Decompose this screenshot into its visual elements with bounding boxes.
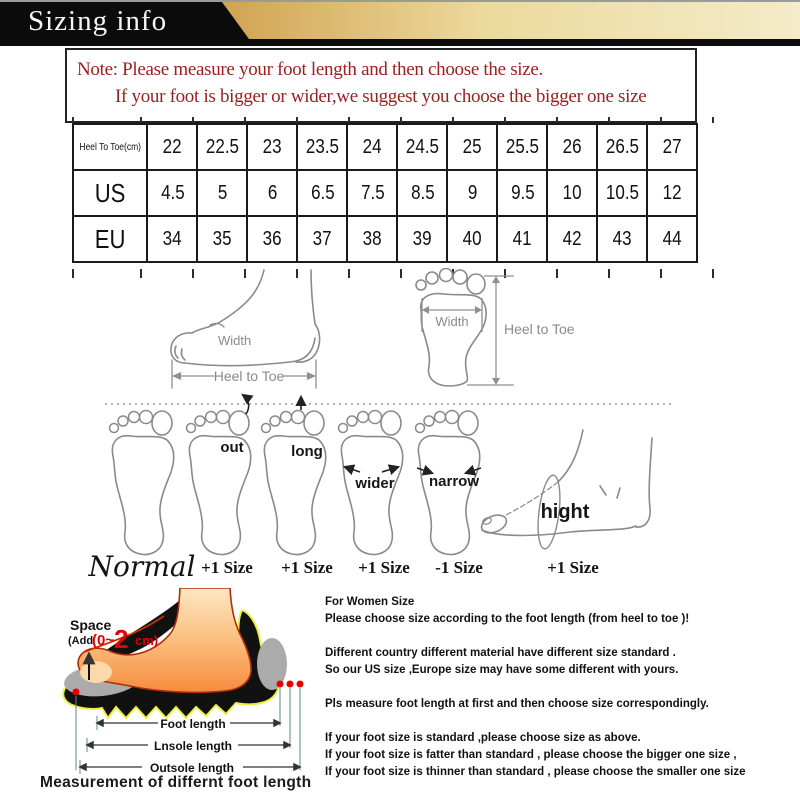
info-line: If your foot size is thinner than standard , please choose the smaller one size [325,766,746,778]
foot-length-label: Foot length [160,717,226,731]
foot-type-out [187,395,251,554]
side-heel-to-toe-label: Heel to Toe [213,368,285,384]
banner [0,0,800,46]
table-cell: 34 [147,216,197,262]
note-line-1: Note: Please measure your foot length and then choose the size. [77,59,543,80]
table-cell: 5 [197,170,247,216]
row-header: Heel To Toe(cm) [73,124,147,170]
table-cell: 24.5 [397,124,447,170]
top-width-label: Width [435,314,469,329]
note-box [65,48,697,123]
table-cell: 41 [497,216,547,262]
space-label: Space [70,617,112,633]
table-cell: 8.5 [397,170,447,216]
space-range-label: (0~ [92,632,115,649]
measure-dot-right-3 [297,681,304,688]
table-cell: 36 [247,216,297,262]
shoe-cross-section [40,588,330,778]
table-cell: 38 [347,216,397,262]
foot-annotation-hight: hight [540,501,590,523]
side-width-label: Width [218,333,252,348]
foot-type-caption: +1 Size [358,558,410,577]
info-text-block [325,594,795,798]
foot-type-normal [110,411,174,555]
table-cell: 9.5 [497,170,547,216]
page-title: Sizing info [28,5,168,37]
top-heel-to-toe-label: Heel to Toe [504,321,575,337]
table-cell: 44 [647,216,697,262]
table-row [73,124,697,170]
info-line: Please choose size according to the foot length (from heel to toe )! [325,613,690,625]
foot-annotation-narrow: narrow [428,473,480,490]
table-cell: 39 [397,216,447,262]
table-cell: 6.5 [297,170,347,216]
foot-annotation-out: out [220,439,244,456]
info-line: If your foot size is fatter than standard , please choose the bigger one size , [325,749,737,761]
table-cell: 37 [297,216,347,262]
info-line: Pls measure foot length at first and then choose size correspondingly. [325,698,709,710]
info-paragraph [325,594,795,628]
table-cell: 12 [647,170,697,216]
outsole-length-label: Outsole length [150,761,234,775]
info-line: If your foot size is standard ,please choose size as above. [325,732,641,744]
measure-dot-right-2 [287,681,294,688]
big-toe-highlight [80,661,112,683]
info-line: So our US size ,Europe size may have some different with yours. [325,664,679,676]
table-cell: 23 [247,124,297,170]
foot-type-caption: +1 Size [201,558,253,577]
foot-type-caption: Normal [88,550,196,583]
info-line: Different country different material have different size standard . [325,647,676,659]
foot-annotation-long: long [291,443,323,460]
table-cell: 6 [247,170,297,216]
table-cell: 26.5 [597,124,647,170]
insole-length-label: Lnsole length [154,739,232,753]
foot-type-caption: +1 Size [281,558,333,577]
row-header: US [73,170,147,216]
measure-dot-left [73,689,80,696]
table-row [73,170,697,216]
table-cell: 40 [447,216,497,262]
shoe-diagram-caption: Measurement of differnt foot length [40,774,312,791]
note-line-2: If your foot is bigger or wider,we suggest you choose the bigger one size [115,86,647,107]
foot-type-long [262,397,326,554]
foot-type-hight-drawing [479,430,652,550]
table-cell: 10.5 [597,170,647,216]
table-cell: 24 [347,124,397,170]
table-cell: 4.5 [147,170,197,216]
foot-type-captions [0,552,800,586]
table-cell: 26 [547,124,597,170]
foot-type-caption: -1 Size [435,558,483,577]
space-add-label: (Add [68,635,94,647]
table-cell: 22.5 [197,124,247,170]
table-cell: 23.5 [297,124,347,170]
top-foot-diagram [416,269,575,386]
row-header: EU [73,216,147,262]
table-cell: 22 [147,124,197,170]
measurement-sketches [0,268,800,558]
size-table [72,123,698,263]
table-cell: 35 [197,216,247,262]
foot-type-caption: +1 Size [547,558,599,577]
info-paragraph [325,696,795,713]
space-unit-label: cm) [135,633,159,648]
table-cell: 43 [597,216,647,262]
foot-type-wider [339,411,403,555]
foot-annotation-wider: wider [355,475,395,492]
space-range-value: 2 [114,624,129,654]
table-cell: 9 [447,170,497,216]
side-foot-diagram [171,270,320,388]
table-cell: 27 [647,124,697,170]
table-row [73,216,697,262]
table-cell: 25.5 [497,124,547,170]
info-paragraph [325,730,795,781]
info-line: For Women Size [325,596,415,608]
measure-dot-right-1 [277,681,284,688]
top-edge-line [0,0,800,2]
size-table-body [73,124,697,262]
table-cell: 10 [547,170,597,216]
foot-type-narrow [416,411,482,555]
table-cell: 42 [547,216,597,262]
table-cell: 25 [447,124,497,170]
info-paragraph [325,645,795,679]
table-cell: 7.5 [347,170,397,216]
